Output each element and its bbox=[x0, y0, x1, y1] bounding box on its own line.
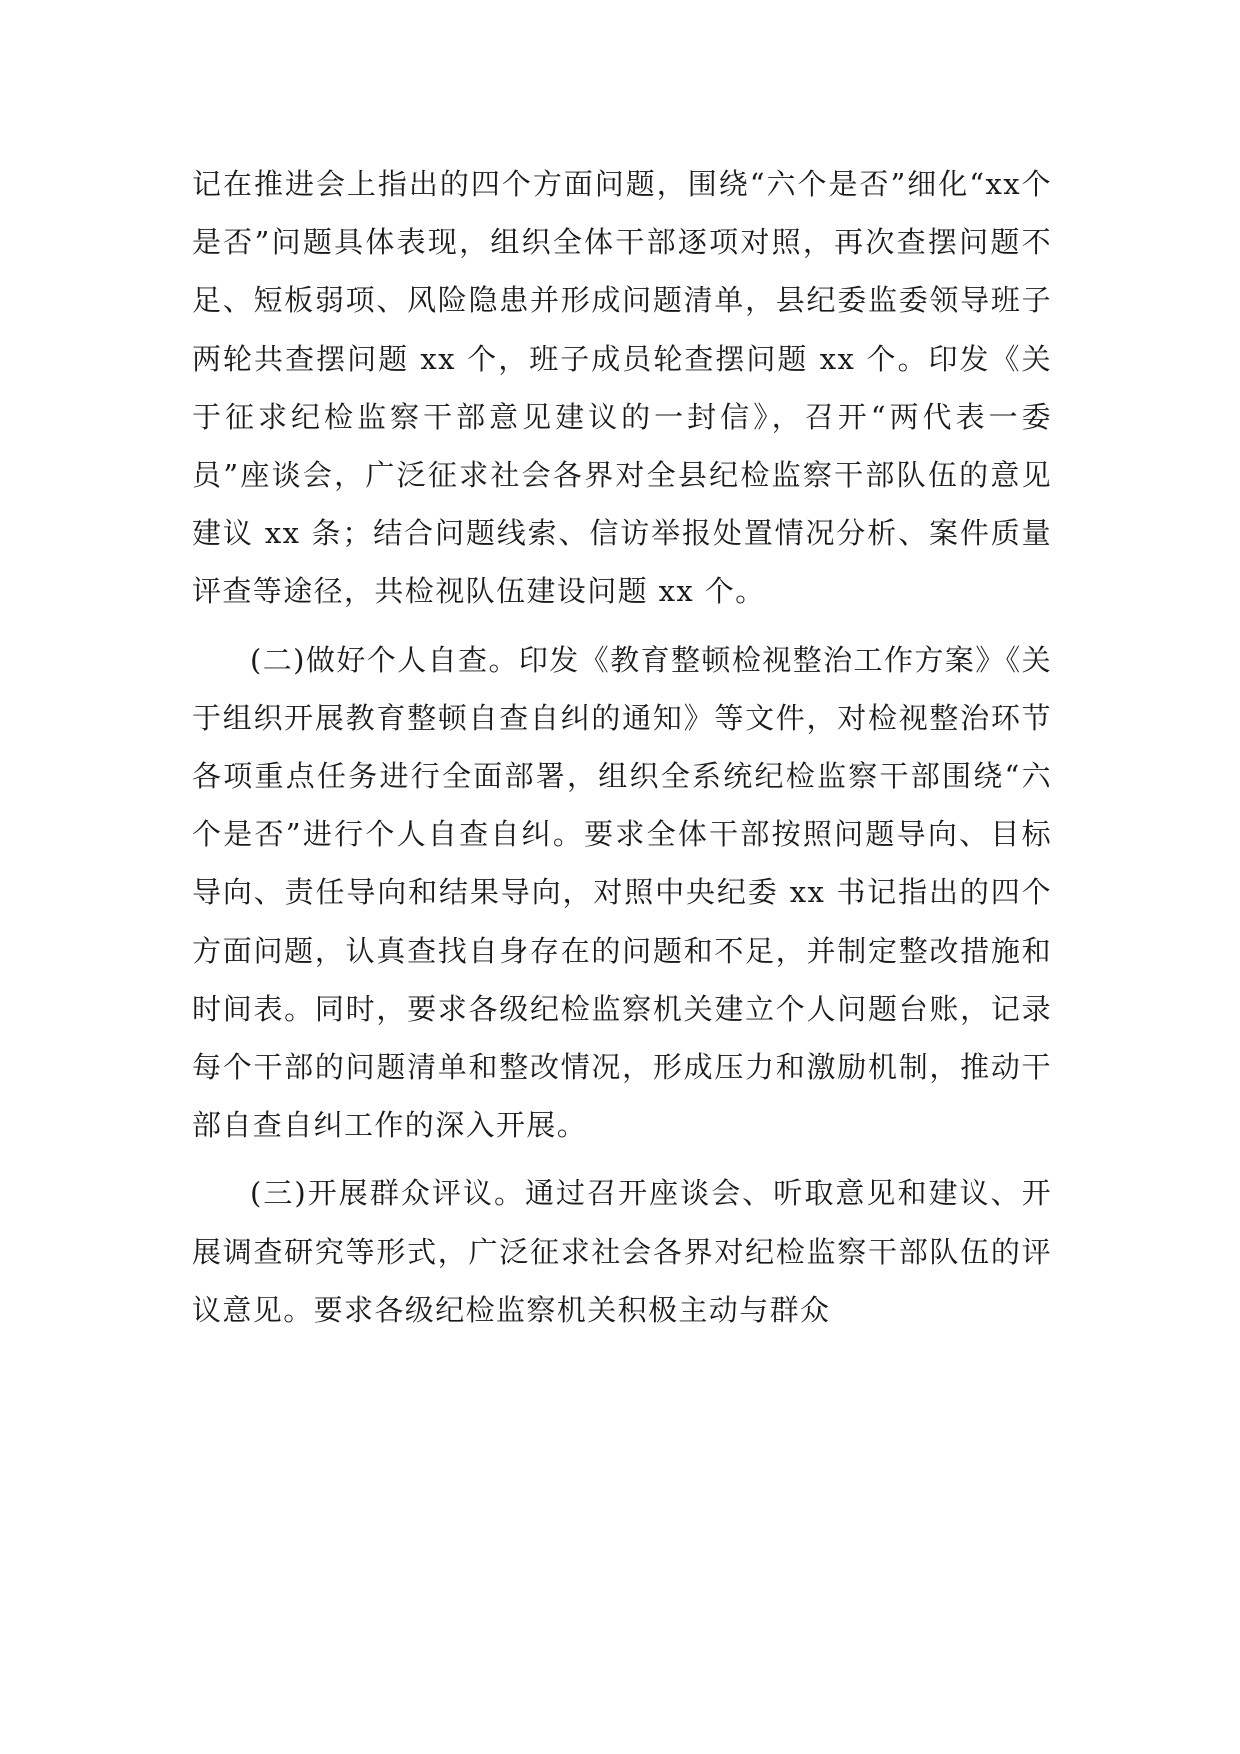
document-body bbox=[192, 155, 1052, 1349]
paragraph-public-review: (三)开展群众评议。通过召开座谈会、听取意见和建议、开展调查研究等形式，广泛征求社会各界对纪检监察干部队伍的评议意见。要求各级纪检监察机关积极主动与群众 bbox=[192, 1176, 1052, 1327]
paragraph-personal-self-check: (二)做好个人自查。印发《教育整顿检视整治工作方案》《关于组织开展教育整顿自查自纠的通知》等文件，对检视整治环节各项重点任务进行全面部署，组织全系统纪检监察干部围绕“六个是否”进行个人自查自纠。要求全体干部按照问题导向、目标导向、责任导向和结果导向，对照中央纪委 xx 书记指出的四个方面问题，认真查找自身存在的问题和不足，并制定整改措施和时间表。同时，要求各级纪检监察机关建立个人问题台账，记录每个干部的问题清单和整改情况，形成压力和激励机制，推动干部自查自纠工作的深入开展。 bbox=[192, 642, 1052, 1143]
paragraph-continuation: 记在推进会上指出的四个方面问题，围绕“六个是否”细化“xx个是否”问题具体表现，组织全体干部逐项对照，再次查摆问题不足、短板弱项、风险隐患并形成问题清单，县纪委监委领导班子两轮共查摆问题 xx 个，班子成员轮查摆问题 xx 个。印发《关于征求纪检监察干部意见建议的一封信》，召开“两代表一委员”座谈会，广泛征求社会各界对全县纪检监察干部队伍的意见建议 xx 条；结合问题线索、信访举报处置情况分析、案件质量评查等途径，共检视队伍建设问题 xx 个。 bbox=[192, 167, 1052, 609]
